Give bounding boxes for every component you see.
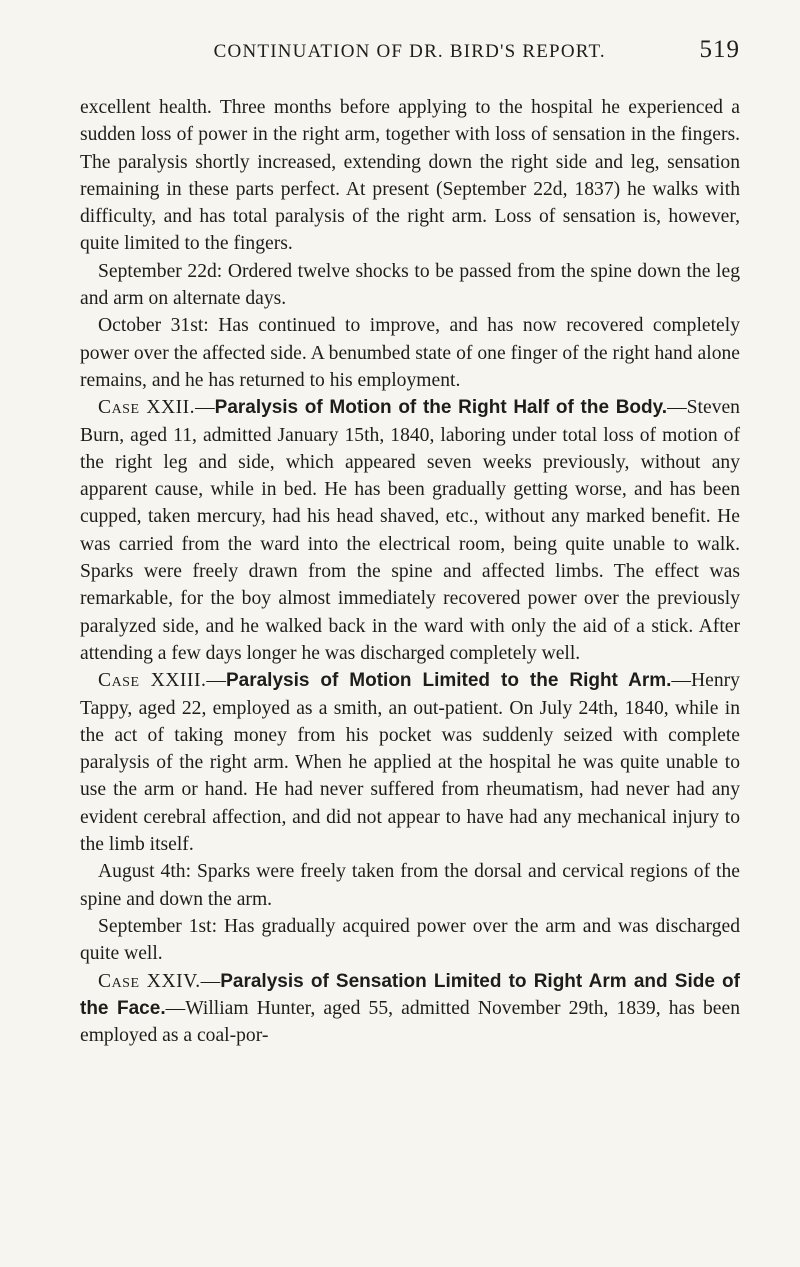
dash: — — [667, 397, 687, 419]
running-title: CONTINUATION OF DR. BIRD'S REPORT. — [213, 41, 606, 62]
body-text — [80, 94, 740, 1049]
case-label: Case XXII. — [98, 397, 196, 419]
paragraph: excellent health. Three months before applying to the hospital he experienced a sudden loss of power in the right arm, together with loss of sensation in the fingers. The paralysis shortly increased, extending down the right side and leg, sensation remaining in these parts perfect. At present (September 22d, 1837) he walks with difficulty, and has total paralysis of the right arm. Loss of sensation is, however, quite limited to the fingers. — [80, 97, 740, 255]
case-paragraph — [80, 968, 740, 1050]
dash: — — [195, 397, 215, 419]
case-body: William Hunter, aged 55, admitted November 29th, 1839, has been employed as a coal-por- — [80, 997, 740, 1047]
case-body: Steven Burn, aged 11, admitted January 15th, 1840, laboring under total loss of motion of the right leg and side, which appeared seven weeks previously, without any apparent cause, while in bed. He has been gradually getting worse, and has been cupped, taken mercury, had his head shaved, etc., without any marked benefit. He was carried from the ward into the electrical room, being quite unable to walk. Sparks were freely drawn from the spine and affected limbs. The effect was remarkable, for the boy almost immediately recovered power over the previously paralyzed side, and he walked back in the ward with only the aid of a stick. After attending a few days longer he was discharged completely well. — [80, 397, 740, 664]
paragraph: October 31st: Has continued to improve, and has now recovered completely power over the affected side. A benumbed state of one finger of the right hand alone remains, and he has returned to his employment. — [80, 315, 740, 391]
case-title: Paralysis of Motion Limited to the Right Arm. — [225, 670, 672, 692]
case-paragraph — [80, 667, 740, 858]
dash: — — [206, 670, 226, 692]
case-title: Paralysis of Sensation Limited to Right Arm and Side of the Face. — [80, 970, 740, 1019]
book-page — [80, 36, 740, 1049]
case-body: Henry Tappy, aged 22, employed as a smith, an out-patient. On July 24th, 1840, while in the act of taking money from his pocket was suddenly seized with complete paralysis of the right arm. When he applied at the hospital he was quite unable to use the arm or hand. He had never suffered from rheumatism, had never had any evident cerebral affection, and did not appear to have had any mechanical injury to the limb itself. — [80, 670, 740, 856]
dash: — — [671, 670, 692, 692]
dash: — — [165, 997, 186, 1019]
case-label: Case XXIII. — [98, 670, 207, 692]
running-head — [80, 36, 740, 76]
case-paragraph — [80, 394, 740, 667]
case-title: Paralysis of Motion of the Right Half of the Body. — [214, 397, 668, 419]
paragraph: September 1st: Has gradually acquired power over the arm and was discharged quite well. — [80, 915, 740, 965]
dash: — — [200, 970, 221, 992]
page-number: 519 — [699, 36, 740, 63]
case-label: Case XXIV. — [98, 970, 201, 992]
paragraph: August 4th: Sparks were freely taken from the dorsal and cervical regions of the spine and down the arm. — [80, 861, 740, 910]
paragraph: September 22d: Ordered twelve shocks to be passed from the spine down the leg and arm on alternate days. — [80, 260, 740, 310]
